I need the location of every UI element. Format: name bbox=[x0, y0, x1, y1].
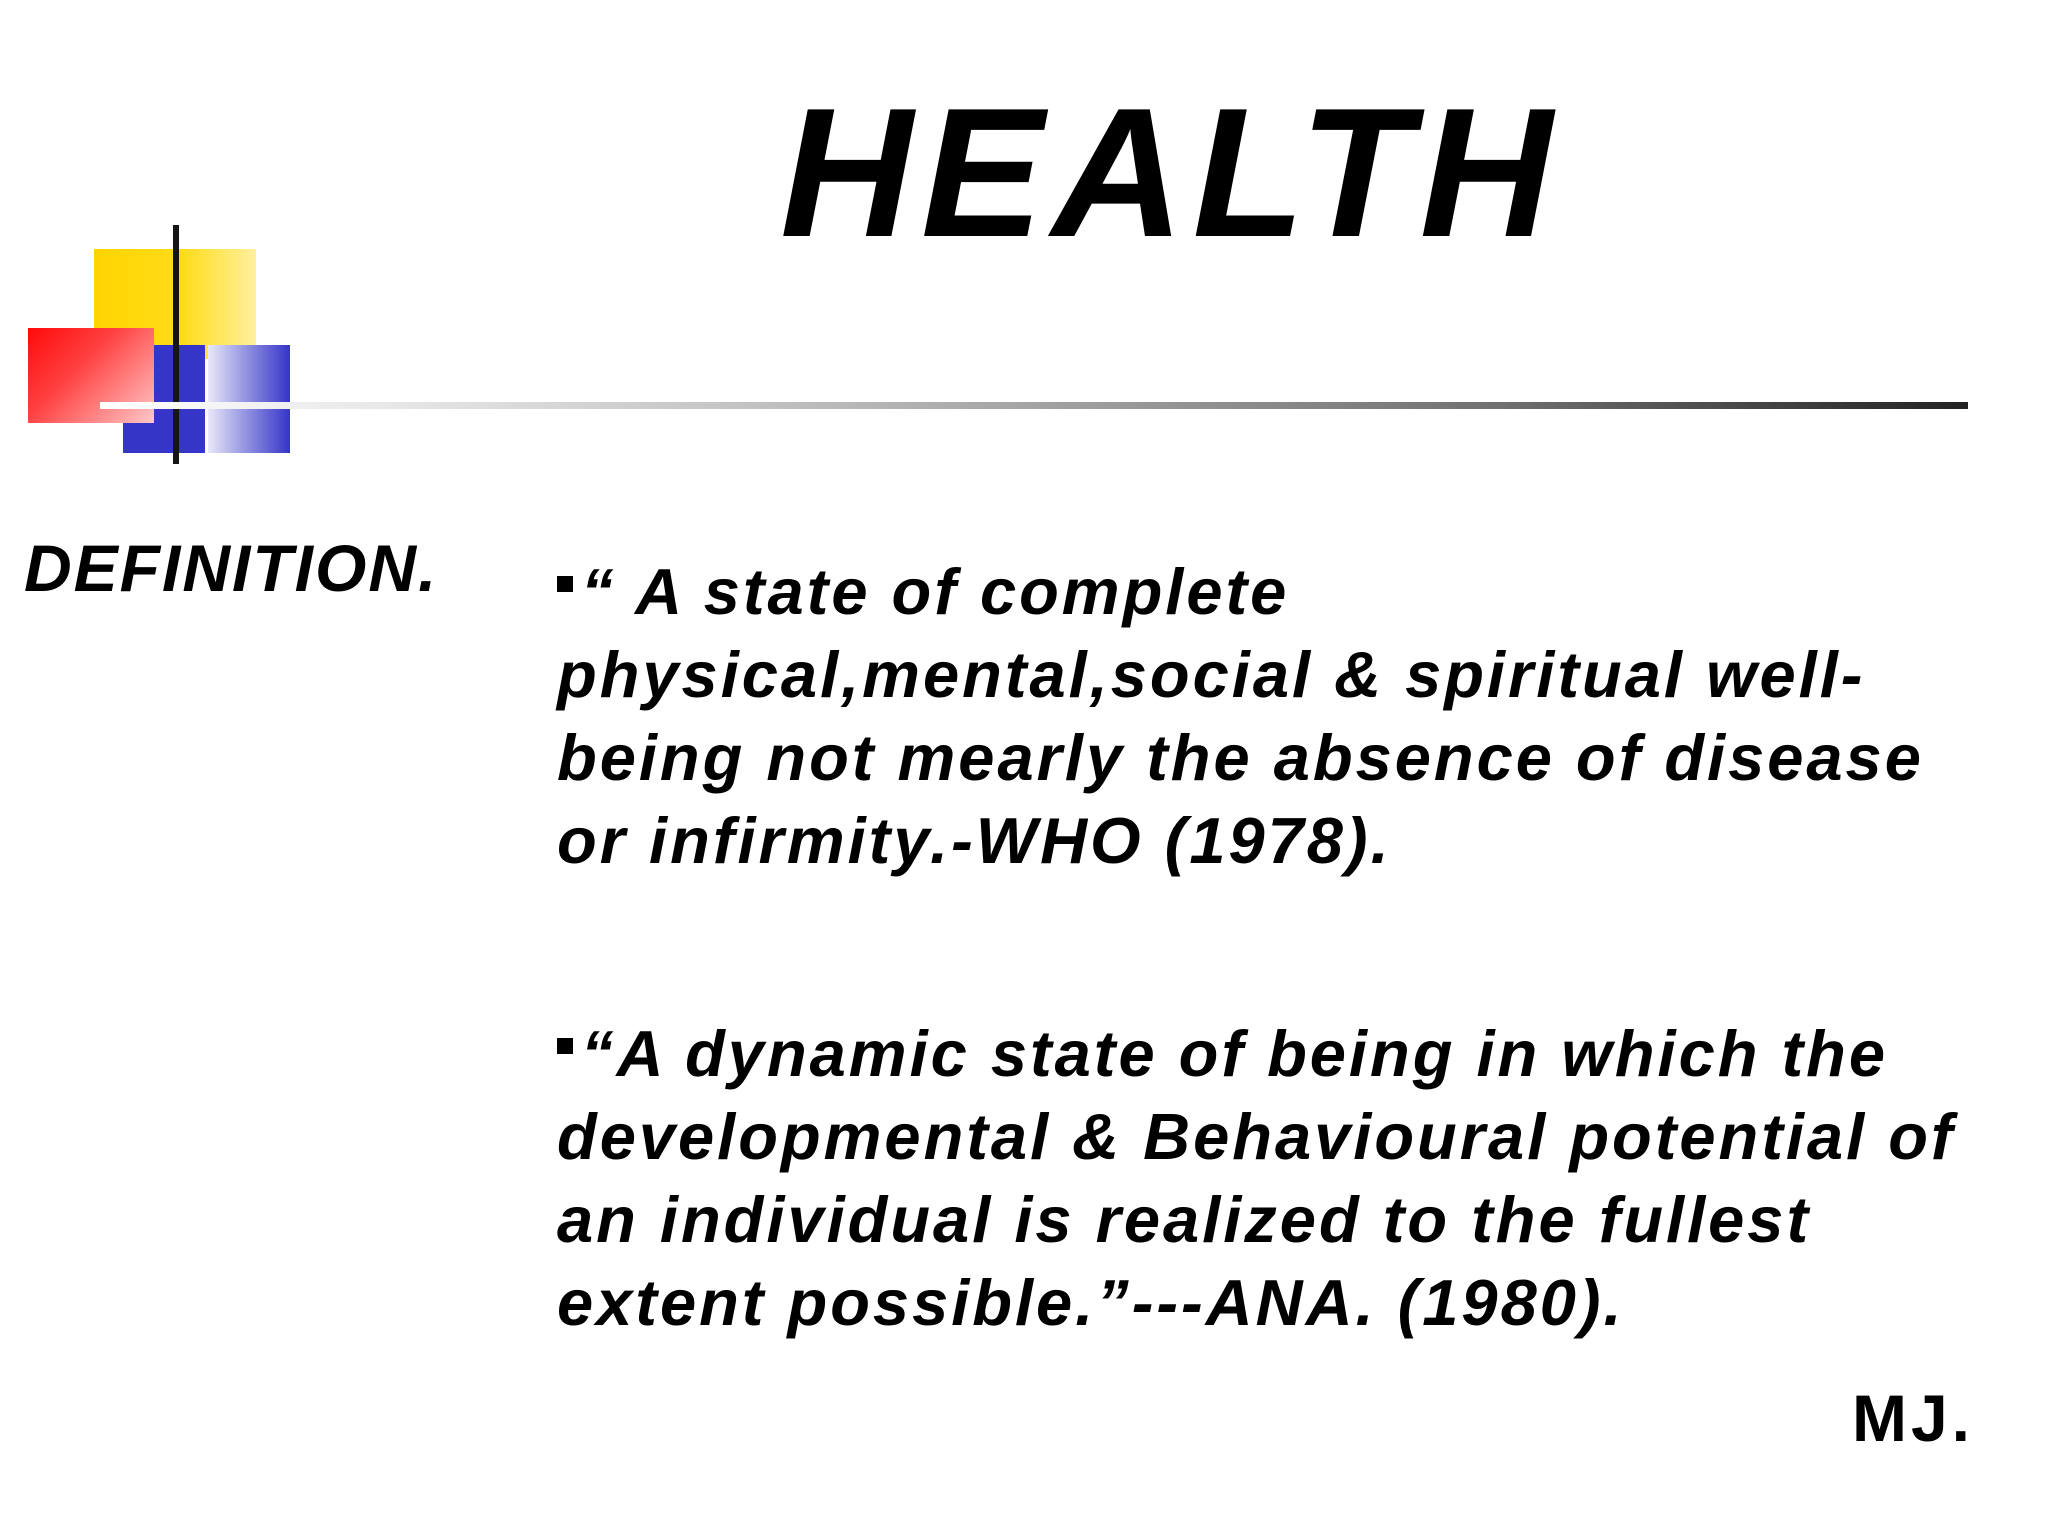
square-bullet-icon bbox=[557, 1038, 573, 1054]
definition-label: DEFINITION. bbox=[24, 531, 439, 605]
definition-bullet-who bbox=[557, 550, 1977, 882]
vertical-accent-line bbox=[173, 225, 179, 464]
definition-text-ana: “A dynamic state of being in which the developmental & Behavioural potential of an individual is realized to the fullest extent possible.”---ANA. (1980). bbox=[557, 1017, 1956, 1339]
slide-title: HEALTH bbox=[780, 69, 1561, 275]
definition-text-who: “ A state of complete physical,mental,social & spiritual well-being not mearly the absence of disease or infirmity.-WHO (1978). bbox=[557, 555, 1924, 877]
horizontal-rule bbox=[100, 402, 1968, 409]
blue-gradient-square bbox=[208, 345, 290, 453]
square-bullet-icon bbox=[557, 576, 573, 592]
definition-bullet-ana bbox=[557, 1012, 1977, 1344]
definition-list bbox=[557, 550, 1977, 1344]
author-signature: MJ. bbox=[1852, 1381, 1975, 1455]
